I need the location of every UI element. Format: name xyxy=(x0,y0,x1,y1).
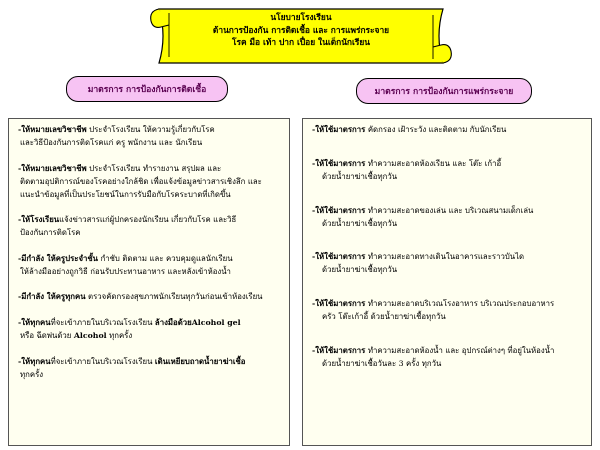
right-measure-4: -ให้ใช้มาตรการ ทำความสะอาดทางเดินในอาคารและราวบันได ด้วยน้ำยาฆ่าเชื้อทุกวัน xyxy=(312,252,525,275)
infection-prevention-title: มาตรการ การป้องกันการติดเชื้อ xyxy=(66,76,228,102)
banner-line-1: นโยบายโรงเรียน xyxy=(270,12,332,22)
left-measure-2: -ให้หมายเลขวิชาชีพ ประจำโรงเรียน ทำรายงาน สรุปผล และ ติดตามอุปติการณ์ของโรคอย่างใกล้ชิด เพื่อแจ้งข้อมูลข่าวสารเชิงลึก และแนะนำข้อมูลที่เป็นประโยชน์ในการรับมือกับโรคระบาดที่เกิดขึ้น xyxy=(18,163,262,199)
banner-line-3: โรค มือ เท้า ปาก เปื่อย ในเด็กนักเรียน xyxy=(232,37,370,47)
spread-prevention-panel xyxy=(302,118,592,446)
right-measure-1: -ให้ใช้มาตรการ คัดกรอง เฝ้าระวัง และติดตาม กับนักเรียน xyxy=(312,125,507,134)
policy-banner xyxy=(145,5,457,67)
infection-prevention-panel xyxy=(8,118,290,446)
left-measure-1: -ให้หมายเลขวิชาชีพ ประจำโรงเรียน ให้ความรู้เกี่ยวกับโรค และวิธีป้องกันการติดโรคแก่ ครู พนักงาน และ นักเรียน xyxy=(18,125,215,147)
left-measure-3: -ให้โรงเรียนแจ้งข่าวสารแก่ผู้ปกครองนักเรียน เกี่ยวกับโรค และวิธี ป้องกันการติดโรค xyxy=(18,215,237,238)
left-measure-7: -ให้ทุกคนที่จะเข้าภายในบริเวณโรงเรียน เดินเหยียบถาดน้ำยาฆ่าเชื้อ ทุกครั้ง xyxy=(18,356,246,379)
right-measure-6: -ให้ใช้มาตรการ ทำความสะอาดห้องน้ำ และ อุปกรณ์ต่างๆ ที่อยู่ในห้องน้ำ ด้วยน้ำยาฆ่าเชื้อวันละ 3 ครั้ง ทุกวัน xyxy=(312,345,555,368)
right-measure-2: -ให้ใช้มาตรการ ทำความสะอาดห้องเรียน และ โต๊ะ เก้าอี้ ด้วยน้ำยาฆ่าเชื้อทุกวัน xyxy=(312,158,502,181)
spread-prevention-title: มาตรการ การป้องกันการแพร่กระจาย xyxy=(356,78,532,104)
banner-line-2: ด้านการป้องกัน การติดเชื้อ และ การแพร่กระจาย xyxy=(212,24,390,35)
right-measure-5: -ให้ใช้มาตรการ ทำความสะอาดบริเวณโรงอาหาร บริเวณประกอบอาหาร ครัว โต๊ะเก้าอี้ ด้วยน้ำยาฆ่าเชื้อทุกวัน xyxy=(312,299,555,322)
left-measure-4: -มีกำลัง ให้ครูประจำชั้น กำชับ ติดตาม และ ควบคุมดูแลนักเรียน ให้ล้างมืออย่างถูกวิธี ก่อนรับประทานอาหาร และหลังเข้าห้องน้ำ xyxy=(18,253,233,276)
left-measure-6: -ให้ทุกคนที่จะเข้าภายในบริเวณโรงเรียน ล้างมือด้วยAlcohol gel หรือ ฉีดพ่นด้วย Alcohol ทุกครั้ง xyxy=(18,317,241,340)
left-measure-5: -มีกำลัง ให้ครูทุกคน ตรวจคัดกรองสุขภาพนักเรียนทุกวันก่อนเข้าห้องเรียน xyxy=(18,292,263,302)
right-measure-3: -ให้ใช้มาตรการ ทำความสะอาดของเล่น และ บริเวณสนามเด็กเล่น ด้วยน้ำยาฆ่าเชื้อทุกวัน xyxy=(312,205,534,228)
